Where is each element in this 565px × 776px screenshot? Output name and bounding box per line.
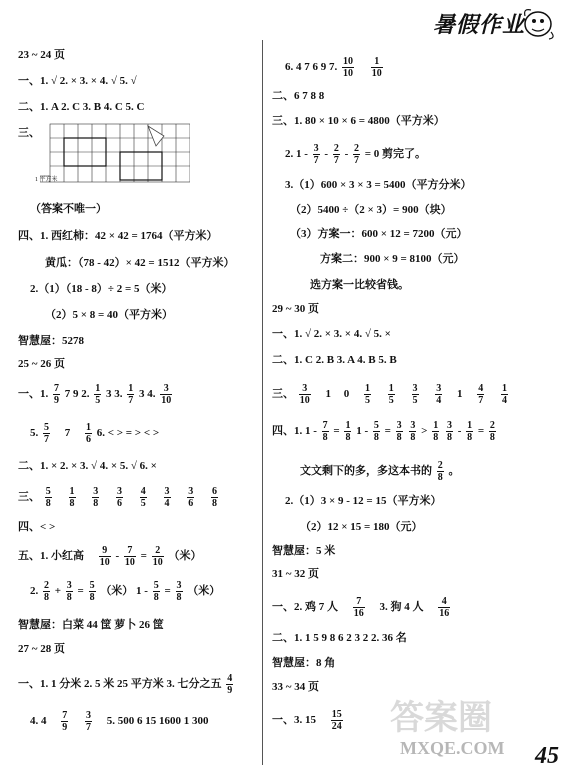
column-divider xyxy=(262,40,263,765)
smart-house-answer: 智慧屋：5 米 xyxy=(272,545,336,557)
answer-line: 一、1. √ 2. × 3. × 4. √ 5. × xyxy=(272,328,391,340)
answer-line: （2）12 × 15 = 180（元） xyxy=(300,521,423,533)
answer-line: 三、1. 80 × 10 × 6 = 4800（平方米） xyxy=(272,115,445,127)
smart-house-answer: 智慧屋：白菜 44 筐 萝卜 26 筐 xyxy=(18,619,164,631)
watermark-url: MXQE.COM xyxy=(400,738,505,758)
area-grid-figure xyxy=(40,122,190,184)
answer-line: 6. 4 7 6 9 7. $\frac{10}{10}$ $\frac{1}{10}$ xyxy=(285,56,382,79)
answer-line: 二、6 7 8 8 xyxy=(272,90,325,102)
answer-line: 二、1. A 2. C 3. B 4. C 5. C xyxy=(18,101,145,113)
section-31-32: 31 ~ 32 页 xyxy=(272,568,319,580)
answer-line: 3.（1）600 × 3 × 3 = 5400（平方分米） xyxy=(285,179,472,191)
smart-house-answer: 智慧屋：8 角 xyxy=(272,657,336,669)
answer-line: 二、1. 1 5 9 8 6 2 3 2 2. 36 名 xyxy=(272,632,407,644)
answer-line: 5. $\frac{5}{7}$ 7 $\frac{1}{6}$ 6. < > = > < > xyxy=(30,422,160,445)
answer-line: 二、1. C 2. B 3. A 4. B 5. B xyxy=(272,354,397,366)
section-27-28: 27 ~ 28 页 xyxy=(18,643,65,655)
answer-line: 2. $\frac{2}{8}$ + $\frac{3}{8}$ = $\frac{5}{8}$ （米） 1 - $\frac{5}{8}$ = $\frac{3}{8}$ （米） xyxy=(30,580,221,603)
answer-line: 文文剩下的多，多这本书的 $\frac{2}{8}$ 。 xyxy=(300,460,460,483)
dolphin-mascot-icon xyxy=(519,2,557,42)
watermark-main: 答案圈 xyxy=(390,700,492,737)
grid-scale-label: 1 平方米 xyxy=(35,177,58,183)
answer-line: 方案二：900 × 9 = 8100（元） xyxy=(320,253,465,265)
answer-note: （答案不唯一） xyxy=(30,203,107,215)
answer-line: 四、1. 西红柿：42 × 42 = 1764（平方米） xyxy=(18,230,218,242)
smart-house-answer: 智慧屋：5278 xyxy=(18,335,84,347)
answer-line: 一、3. 15 $\frac{15}{24}$ xyxy=(272,709,342,732)
answer-line: 选方案一比较省钱。 xyxy=(310,279,409,291)
answer-line: 三、 $\frac{3}{10}$ 1 0 $\frac{1}{5}$ $\frac{1}{5}$ $\frac{3}{5}$ $\frac{3}{4}$ 1 $\frac{4}{7}$ $\frac{1}{4}$ xyxy=(272,383,507,406)
answer-line: 四、1. 1 - $\frac{7}{8}$ = $\frac{1}{8}$ 1 - $\frac{5}{8}$ = $\frac{3}{8}$ $\frac{3}{8}$ > $\frac{1}{8}$ $\frac{3}{8}$ - $\frac{1}{8}$ = $\frac{2}{8}$ xyxy=(272,420,495,443)
answer-line: 二、1. × 2. × 3. √ 4. × 5. √ 6. × xyxy=(18,460,157,472)
answer-line: 五、1. 小红高 $\frac{9}{10}$ - $\frac{7}{10}$ = $\frac{2}{10}$ （米） xyxy=(18,545,202,568)
section-29-30: 29 ~ 30 页 xyxy=(272,303,319,315)
section-23-24: 23 ~ 24 页 xyxy=(18,49,65,61)
answer-line: 2.（1）（18 - 8）÷ 2 = 5（米） xyxy=(30,283,173,295)
answer-line: 4. 4 $\frac{7}{9}$ $\frac{3}{7}$ 5. 500 6 15 1600 1 300 xyxy=(30,710,209,733)
section-25-26: 25 ~ 26 页 xyxy=(18,358,65,370)
answer-line: 三、 xyxy=(18,127,40,139)
answer-line: 2. 1 - $\frac{3}{7}$ - $\frac{2}{7}$ - $\frac{2}{7}$ = 0 剪完了。 xyxy=(285,143,427,166)
answer-line: 三、 $\frac{5}{8}$ $\frac{1}{8}$ $\frac{3}{8}$ $\frac{3}{6}$ $\frac{4}{5}$ $\frac{3}{4}$ $\frac{3}{6}$ $\frac{6}{8}$ xyxy=(18,486,217,509)
header-title: 暑假作业 xyxy=(432,12,525,37)
answer-line: 四、< > xyxy=(18,521,56,533)
answer-line: 一、1. √ 2. × 3. × 4. √ 5. √ xyxy=(18,75,137,87)
answer-line: 一、1. 1 分米 2. 5 米 25 平方米 3. 七分之五 $\frac{4}{9}$ xyxy=(18,673,233,696)
answer-line: 2.（1）3 × 9 - 12 = 15（平方米） xyxy=(285,495,442,507)
page-number: 45 xyxy=(535,743,559,769)
section-33-34: 33 ~ 34 页 xyxy=(272,681,319,693)
answer-line: （2）5400 ÷（2 × 3）= 900（块） xyxy=(290,204,452,216)
answer-line: （2）5 × 8 = 40（平方米） xyxy=(45,309,174,321)
answer-line: （3）方案一：600 × 12 = 7200（元） xyxy=(290,228,468,240)
answer-line: 一、2. 鸡 7 人 $\frac{7}{16}$ 3. 狗 4 人 $\frac{4}{16}$ xyxy=(272,596,450,619)
answer-line: 一、1. $\frac{7}{9}$ 7 9 2. $\frac{1}{5}$ 3 3. $\frac{1}{7}$ 3 4. $\frac{3}{10}$ xyxy=(18,383,172,406)
answer-line: 黄瓜：（78 - 42）× 42 = 1512（平方米） xyxy=(45,257,235,269)
